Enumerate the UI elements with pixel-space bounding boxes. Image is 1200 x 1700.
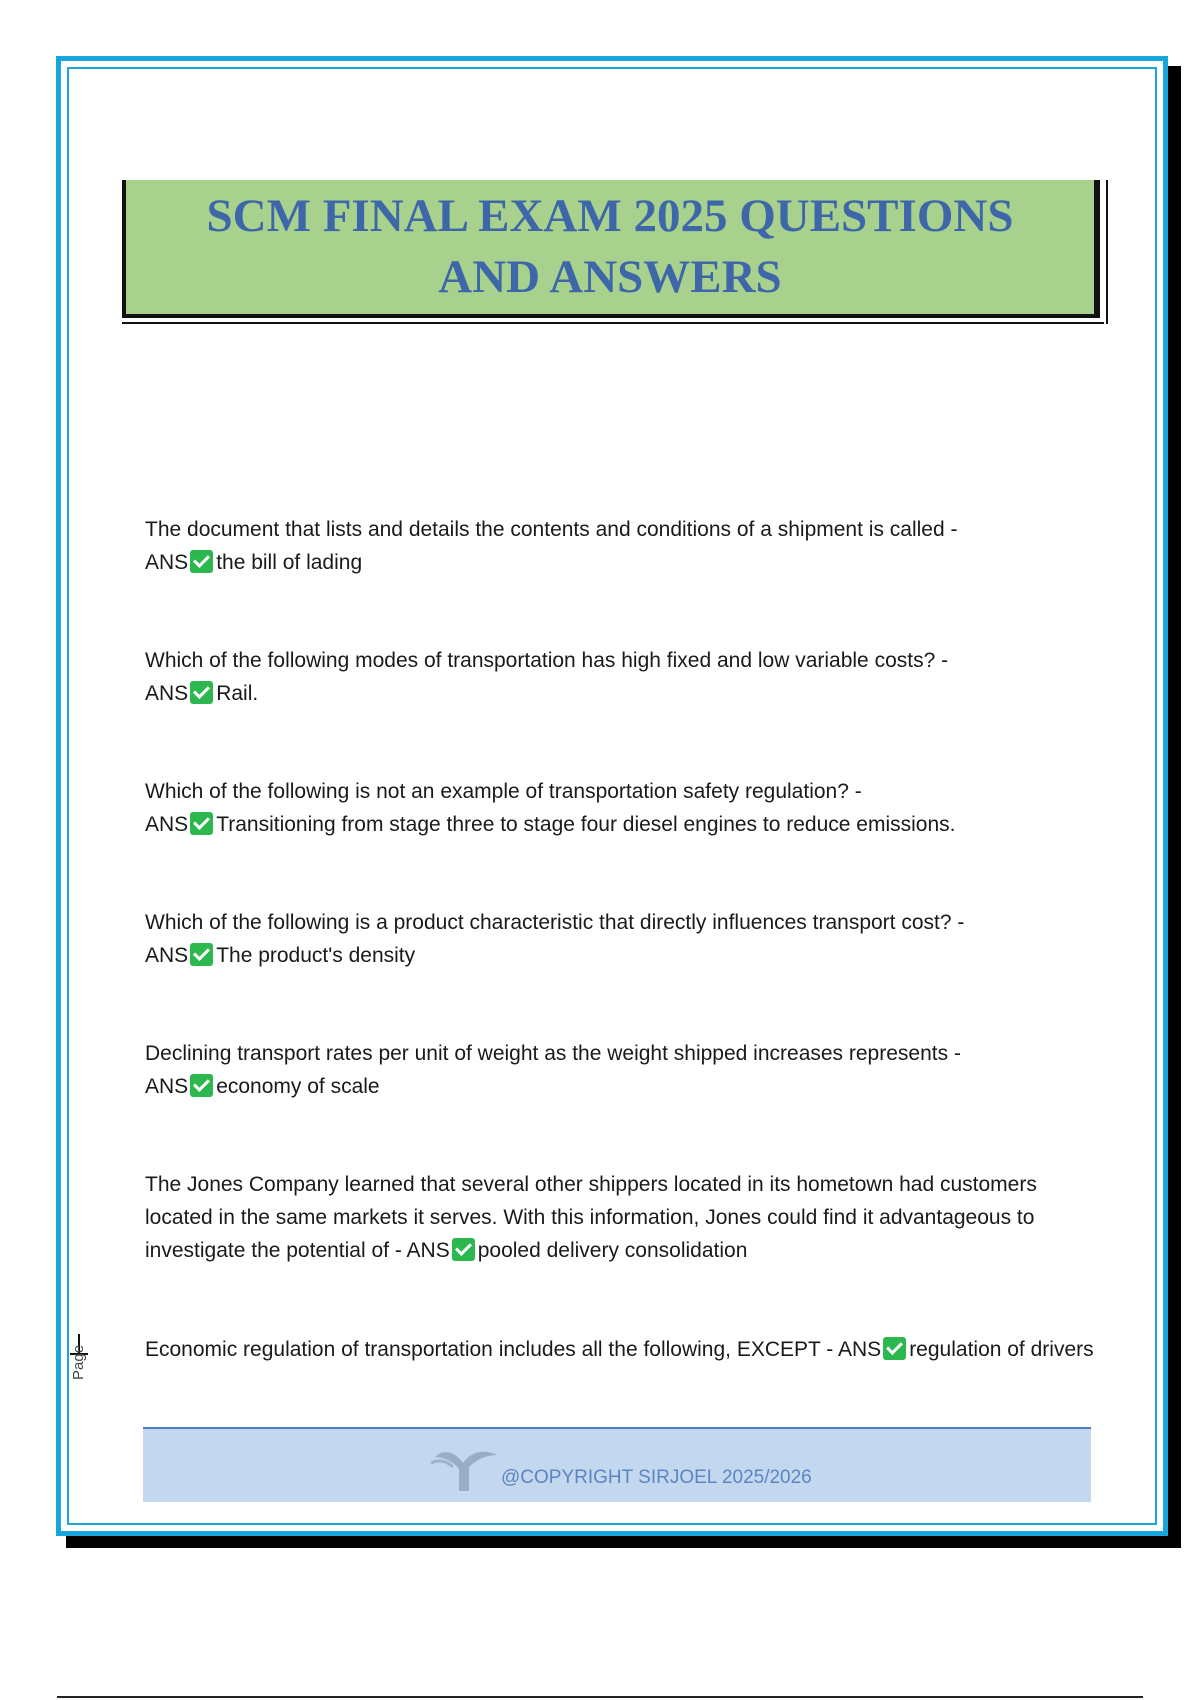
check-icon — [190, 1074, 213, 1097]
qa-item — [145, 1168, 1095, 1267]
question-text: The document that lists and details the contents and conditions of a shipment is called - — [145, 518, 958, 541]
copyright-text: @COPYRIGHT SIRJOEL 2025/2026 — [501, 1467, 812, 1488]
ans-label: ANS — [838, 1338, 882, 1361]
check-icon — [190, 550, 213, 573]
qa-item — [145, 1037, 1095, 1103]
question-text: Which of the following is a product characteristic that directly influences transport cost? - — [145, 911, 965, 934]
check-icon — [190, 943, 213, 966]
qa-item — [145, 1333, 1095, 1366]
check-icon — [190, 812, 213, 835]
ans-label: ANS — [145, 682, 189, 705]
answer-text: regulation of drivers — [909, 1338, 1094, 1361]
answer-text: the bill of lading — [216, 551, 363, 574]
answer-text: Transitioning from stage three to stage four diesel engines to reduce emissions. — [216, 813, 956, 836]
ans-label: ANS — [145, 551, 189, 574]
question-text: Declining transport rates per unit of weight as the weight shipped increases represents - — [145, 1042, 961, 1065]
check-icon — [883, 1337, 906, 1360]
question-text: Which of the following is not an example of transportation safety regulation? - — [145, 780, 862, 803]
page-label — [70, 1341, 87, 1380]
question-text: Economic regulation of transportation includes all the following, EXCEPT - — [145, 1338, 834, 1361]
ans-label: ANS — [406, 1239, 450, 1262]
title-banner — [122, 180, 1100, 318]
page-label-text: Page — [70, 1344, 87, 1380]
question-text: The Jones Company learned that several other shippers located in its hometown had customers located in the same markets it serves. With this information, Jones could find it advantageous to investigate the potential of - — [145, 1173, 1037, 1262]
qa-item — [145, 775, 1095, 841]
ans-label: ANS — [145, 1075, 189, 1098]
answer-text: pooled delivery consolidation — [477, 1239, 748, 1262]
answer-text: The product's density — [216, 944, 416, 967]
qa-item — [145, 513, 1095, 579]
title-line-1: SCM FINAL EXAM 2025 QUESTIONS — [206, 190, 1014, 242]
qa-item — [145, 644, 1095, 710]
check-icon — [452, 1238, 475, 1261]
footer-banner — [143, 1427, 1091, 1502]
qa-item — [145, 906, 1095, 972]
ans-label: ANS — [145, 944, 189, 967]
document-title — [207, 186, 1014, 308]
answer-text: Rail. — [216, 682, 259, 705]
answer-text: economy of scale — [216, 1075, 380, 1098]
bottom-divider — [57, 1696, 1143, 1698]
footer-logo-icon — [429, 1443, 503, 1495]
title-line-2: AND ANSWERS — [438, 251, 782, 303]
ans-label: ANS — [145, 813, 189, 836]
question-text: Which of the following modes of transportation has high fixed and low variable costs? - — [145, 649, 949, 672]
check-icon — [190, 681, 213, 704]
